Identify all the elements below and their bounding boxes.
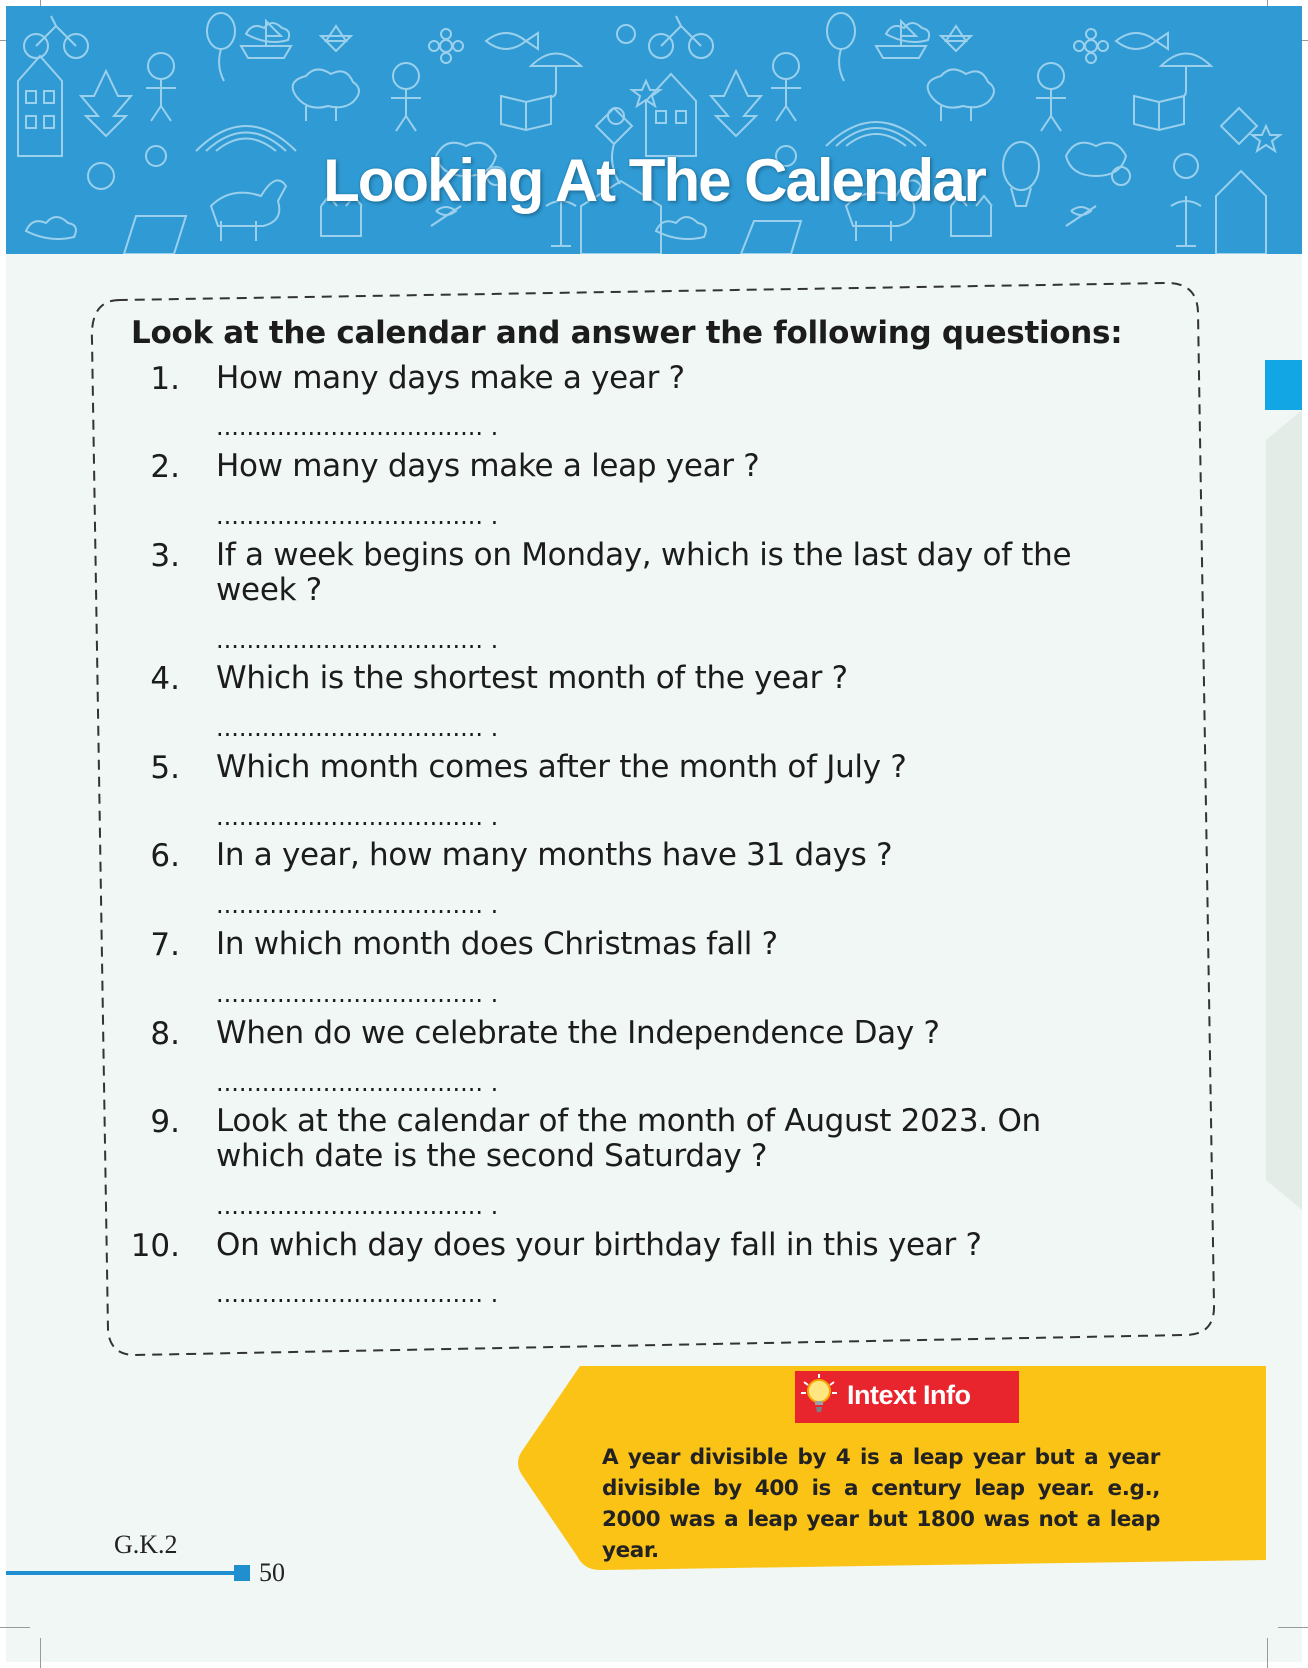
question-text: How many days make a year ? [216,360,685,396]
question-number: 5. [150,750,180,786]
question-text: Which is the shortest month of the year ? [216,660,848,696]
answer-line[interactable]: ................................... . [216,626,499,654]
instructions-heading: Look at the calendar and answer the following questions: [131,315,1123,351]
answer-line[interactable]: ................................... . [216,1192,499,1220]
intext-info-text: A year divisible by 4 is a leap year but a year divisible by 400 is a century leap year. e.g., 2000 was a leap year but 1800 was not a leap year. [602,1445,1160,1563]
answer-line[interactable]: ................................... . [216,413,499,441]
question-text: In which month does Christmas fall ? [216,926,778,962]
lightbulb-icon [799,1374,839,1420]
book-code: G.K.2 [114,1530,178,1559]
answer-line[interactable]: ................................... . [216,891,499,919]
question-number: 8. [150,1016,180,1052]
question-number: 1. [150,361,180,397]
question-number: 4. [150,661,180,697]
question-text: In a year, how many months have 31 days ? [216,837,893,873]
question-text: How many days make a leap year ? [216,448,760,484]
question-number: 7. [150,927,180,963]
question-number: 10. [130,1228,180,1264]
answer-line[interactable]: ................................... . [216,502,499,530]
question-number: 2. [150,449,180,485]
answer-line[interactable]: ................................... . [216,980,499,1008]
question-text: Look at the calendar of the month of August 2023. On which date is the second Saturday ? [216,1103,1041,1174]
answer-line[interactable]: ................................... . [216,1069,499,1097]
answer-line[interactable]: ................................... . [216,1280,499,1308]
answer-line[interactable]: ................................... . [216,803,499,831]
footer-square [234,1565,250,1581]
intext-info-title: Intext Info [847,1380,971,1410]
question-number: 9. [150,1104,180,1140]
footer-rule [6,1571,234,1575]
intext-info-badge [795,1371,1019,1423]
page-title: Looking At The Calendar [323,147,985,214]
question-text: On which day does your birthday fall in this year ? [216,1227,982,1263]
question-text: If a week begins on Monday, which is the last day of the week ? [216,537,1072,608]
answer-line[interactable]: ................................... . [216,714,499,742]
page-number: 50 [259,1558,285,1587]
question-number: 6. [150,838,180,874]
question-text: When do we celebrate the Independence Day ? [216,1015,940,1051]
question-text: Which month comes after the month of July ? [216,749,907,785]
question-number: 3. [150,538,180,574]
